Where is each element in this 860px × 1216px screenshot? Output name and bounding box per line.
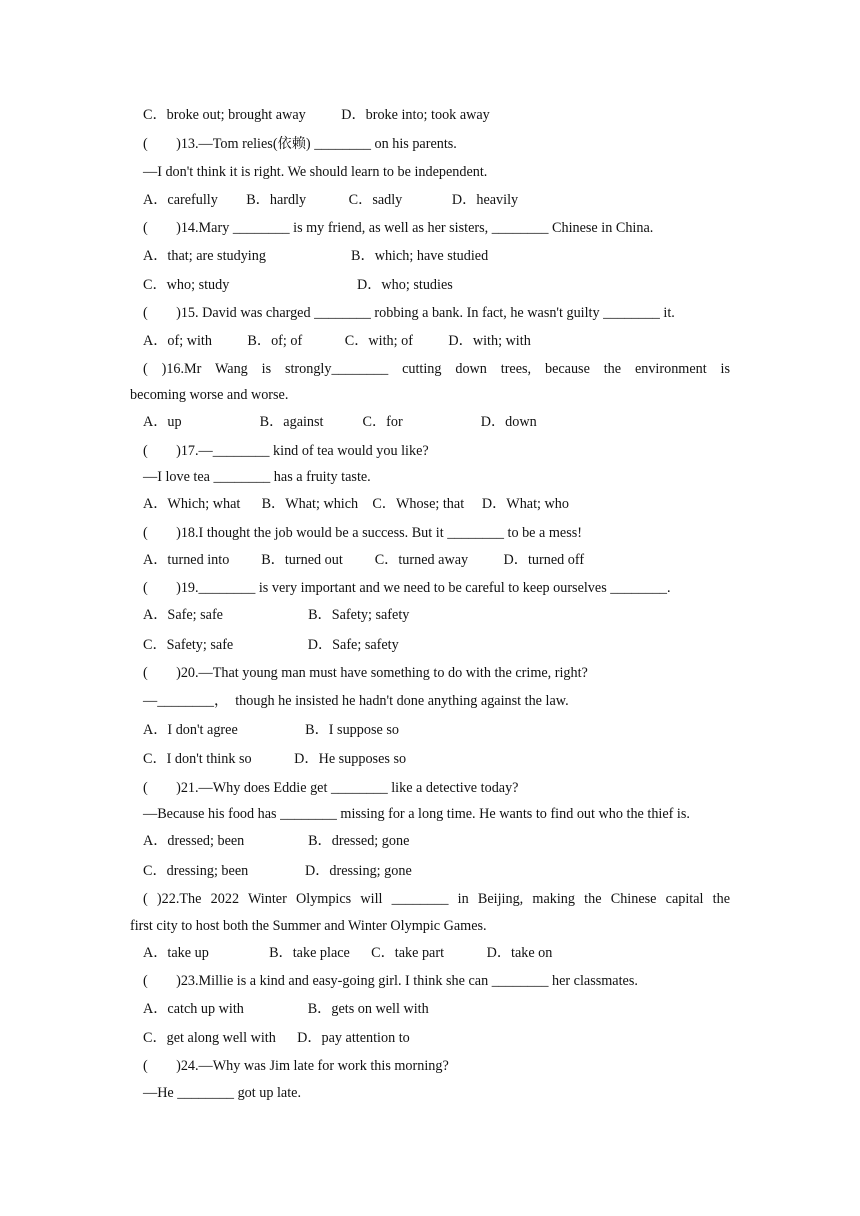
- options-q19-cd: C．Safety; safe D．Safe; safety: [143, 637, 399, 653]
- question-20: ( )20.—That young man must have something to do with the crime, right?: [143, 665, 588, 681]
- options-q12-continued: C．broke out; brought away D．broke into; took away: [143, 107, 490, 123]
- options-q17: A．Which; what B．What; which C．Whose; that D．What; who: [143, 496, 569, 512]
- question-20-reply: —________， though he insisted he hadn't done anything against the law.: [143, 693, 569, 709]
- question-21: ( )21.—Why does Eddie get ________ like a detective today?: [143, 780, 519, 796]
- options-q19-ab: A．Safe; safe B．Safety; safety: [143, 607, 410, 623]
- question-14: ( )14.Mary ________ is my friend, as well as her sisters, ________ Chinese in China.: [143, 220, 654, 236]
- options-q18: A．turned into B．turned out C．turned away D．turned off: [143, 552, 585, 568]
- options-q13: A．carefully B．hardly C．sadly D．heavily: [143, 192, 519, 208]
- question-23: ( )23.Millie is a kind and easy-going girl. I think she can ________ her classmates.: [143, 973, 638, 989]
- question-22-line2: first city to host both the Summer and Winter Olympic Games.: [130, 918, 487, 934]
- options-q20-ab: A．I don't agree B．I suppose so: [143, 722, 399, 738]
- options-q22: A．take up B．take place C．take part D．take on: [143, 945, 553, 961]
- question-24: ( )24.—Why was Jim late for work this morning?: [143, 1058, 449, 1074]
- question-13: ( )13.—Tom relies(依赖) ________ on his parents.: [143, 136, 457, 152]
- options-q21-cd: C．dressing; been D．dressing; gone: [143, 863, 412, 879]
- options-q15: A．of; with B．of; of C．with; of D．with; with: [143, 333, 531, 349]
- question-13-reply: —I don't think it is right. We should learn to be independent.: [143, 164, 488, 180]
- question-24-reply: —He ________ got up late.: [143, 1085, 302, 1101]
- question-21-reply: —Because his food has ________ missing for a long time. He wants to find out who the thief is.: [143, 806, 690, 822]
- options-q16: A．up B．against C．for D．down: [143, 414, 537, 430]
- question-17-reply: —I love tea ________ has a fruity taste.: [143, 469, 371, 485]
- question-22-line1: ( )22.The 2022 Winter Olympics will ________ in Beijing, making the Chinese capital the: [143, 891, 730, 907]
- question-17: ( )17.—________ kind of tea would you like?: [143, 443, 429, 459]
- options-q23-ab: A．catch up with B．gets on well with: [143, 1001, 429, 1017]
- options-q20-cd: C．I don't think so D．He supposes so: [143, 751, 407, 767]
- options-q14-cd: C．who; study D．who; studies: [143, 277, 453, 293]
- options-q21-ab: A．dressed; been B．dressed; gone: [143, 833, 410, 849]
- question-16-line1: ( )16.Mr Wang is strongly________ cutting down trees, because the environment is: [143, 361, 730, 377]
- question-18: ( )18.I thought the job would be a success. But it ________ to be a mess!: [143, 525, 582, 541]
- options-q23-cd: C．get along well with D．pay attention to: [143, 1030, 410, 1046]
- question-16-line2: becoming worse and worse.: [130, 387, 289, 403]
- options-q14-ab: A．that; are studying B．which; have studied: [143, 248, 489, 264]
- question-15: ( )15. David was charged ________ robbing a bank. In fact, he wasn't guilty ________ it.: [143, 305, 675, 321]
- question-19: ( )19.________ is very important and we need to be careful to keep ourselves ________.: [143, 580, 671, 596]
